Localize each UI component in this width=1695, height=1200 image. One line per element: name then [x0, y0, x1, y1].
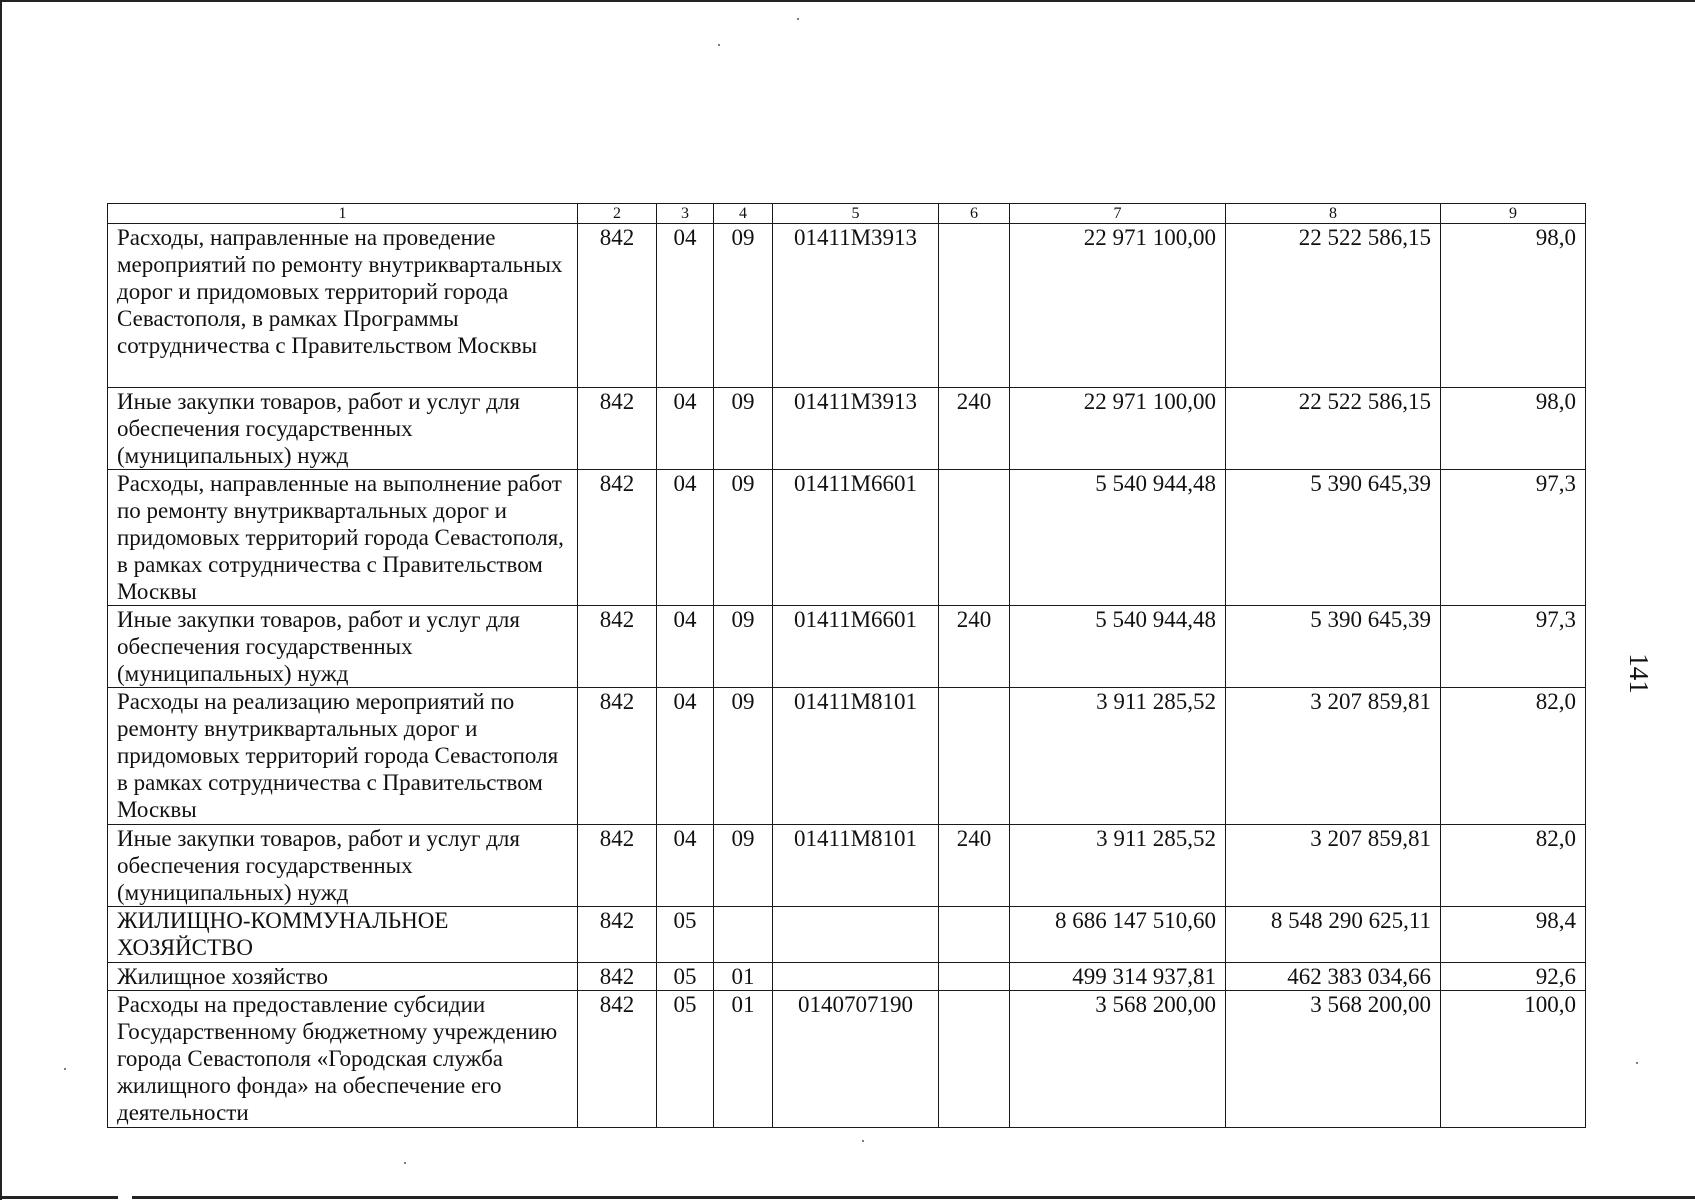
scan-speck [797, 18, 799, 20]
ministry-code: 842 [578, 991, 657, 1128]
subsection-code: 09 [714, 606, 773, 688]
target-article-code: 01411М6601 [773, 470, 939, 606]
target-article-code: 01411М3913 [773, 224, 939, 388]
scan-bottom-edge [132, 1196, 1695, 1199]
expense-name: Жилищное хозяйство [108, 963, 578, 991]
planned-amount: 22 971 100,00 [1010, 224, 1226, 388]
column-header: 5 [773, 204, 939, 224]
planned-amount: 22 971 100,00 [1010, 388, 1226, 470]
page-number: 141 [1623, 653, 1654, 694]
target-article-code [773, 907, 939, 963]
target-article-code: 01411М3913 [773, 388, 939, 470]
execution-percent: 98,4 [1441, 907, 1586, 963]
execution-percent: 98,0 [1441, 224, 1586, 388]
subsection-code: 09 [714, 688, 773, 825]
column-header: 7 [1010, 204, 1226, 224]
expense-type-code: 240 [939, 825, 1010, 907]
column-header: 2 [578, 204, 657, 224]
planned-amount: 8 686 147 510,60 [1010, 907, 1226, 963]
executed-amount: 462 383 034,66 [1226, 963, 1441, 991]
executed-amount: 3 207 859,81 [1226, 825, 1441, 907]
execution-percent: 100,0 [1441, 991, 1586, 1128]
section-code: 04 [657, 470, 714, 606]
planned-amount: 5 540 944,48 [1010, 606, 1226, 688]
scan-speck [718, 44, 720, 46]
execution-percent: 98,0 [1441, 388, 1586, 470]
subsection-code: 01 [714, 963, 773, 991]
subsection-code: 09 [714, 224, 773, 388]
ministry-code: 842 [578, 963, 657, 991]
column-header: 1 [108, 204, 578, 224]
planned-amount: 5 540 944,48 [1010, 470, 1226, 606]
section-code: 04 [657, 388, 714, 470]
table-row [108, 688, 1586, 825]
planned-amount: 3 568 200,00 [1010, 991, 1226, 1128]
section-code: 04 [657, 825, 714, 907]
executed-amount: 3 207 859,81 [1226, 688, 1441, 825]
ministry-code: 842 [578, 688, 657, 825]
table-row [108, 963, 1586, 991]
executed-amount: 22 522 586,15 [1226, 224, 1441, 388]
expense-type-code [939, 963, 1010, 991]
section-code: 04 [657, 224, 714, 388]
column-header: 6 [939, 204, 1010, 224]
expense-type-code [939, 907, 1010, 963]
expense-type-code [939, 470, 1010, 606]
scan-speck [1636, 1062, 1638, 1064]
section-code: 04 [657, 688, 714, 825]
executed-amount: 8 548 290 625,11 [1226, 907, 1441, 963]
expense-type-code [939, 688, 1010, 825]
scan-speck [64, 1068, 66, 1070]
expense-name: Иные закупки товаров, работ и услуг для обеспечения государственных (муниципальных) нужд [108, 606, 578, 688]
expense-type-code: 240 [939, 606, 1010, 688]
column-header: 9 [1441, 204, 1586, 224]
expense-name: Расходы, направленные на проведение мероприятий по ремонту внутриквартальных дорог и придомовых территорий города Севастополя, в рамках Программы сотрудничества с Правительством Москвы [108, 224, 578, 388]
table-row [108, 825, 1586, 907]
expense-type-code [939, 224, 1010, 388]
scan-bottom-edge [0, 1196, 118, 1199]
table-row [108, 224, 1586, 388]
execution-percent: 82,0 [1441, 688, 1586, 825]
ministry-code: 842 [578, 907, 657, 963]
executed-amount: 5 390 645,39 [1226, 470, 1441, 606]
execution-percent: 97,3 [1441, 470, 1586, 606]
subsection-code: 01 [714, 991, 773, 1128]
execution-percent: 97,3 [1441, 606, 1586, 688]
planned-amount: 3 911 285,52 [1010, 688, 1226, 825]
subsection-code [714, 907, 773, 963]
ministry-code: 842 [578, 825, 657, 907]
executed-amount: 3 568 200,00 [1226, 991, 1441, 1128]
section-code: 05 [657, 991, 714, 1128]
subsection-code: 09 [714, 388, 773, 470]
scan-speck [862, 1140, 864, 1142]
table-row [108, 991, 1586, 1128]
expense-type-code [939, 991, 1010, 1128]
table-row [108, 606, 1586, 688]
execution-percent: 82,0 [1441, 825, 1586, 907]
column-header: 3 [657, 204, 714, 224]
subsection-code: 09 [714, 470, 773, 606]
expense-name: Расходы на реализацию мероприятий по ремонту внутриквартальных дорог и придомовых территорий города Севастополя в рамках сотрудничества с Правительством Москвы [108, 688, 578, 825]
scan-speck [404, 1162, 406, 1164]
expense-name: Иные закупки товаров, работ и услуг для обеспечения государственных (муниципальных) нужд [108, 825, 578, 907]
ministry-code: 842 [578, 606, 657, 688]
column-header: 8 [1226, 204, 1441, 224]
expense-name: Расходы, направленные на выполнение работ по ремонту внутриквартальных дорог и придомовых территорий города Севастополя, в рамках сотрудничества с Правительством Москвы [108, 470, 578, 606]
table-row [108, 388, 1586, 470]
expense-type-code: 240 [939, 388, 1010, 470]
executed-amount: 5 390 645,39 [1226, 606, 1441, 688]
column-number-row [108, 204, 1586, 224]
planned-amount: 499 314 937,81 [1010, 963, 1226, 991]
target-article-code: 0140707190 [773, 991, 939, 1128]
budget-expenditure-table [107, 203, 1586, 1128]
target-article-code: 01411М8101 [773, 825, 939, 907]
expense-name: Иные закупки товаров, работ и услуг для обеспечения государственных (муниципальных) нужд [108, 388, 578, 470]
target-article-code [773, 963, 939, 991]
column-header: 4 [714, 204, 773, 224]
planned-amount: 3 911 285,52 [1010, 825, 1226, 907]
target-article-code: 01411М8101 [773, 688, 939, 825]
subsection-code: 09 [714, 825, 773, 907]
executed-amount: 22 522 586,15 [1226, 388, 1441, 470]
section-code: 04 [657, 606, 714, 688]
execution-percent: 92,6 [1441, 963, 1586, 991]
section-code: 05 [657, 907, 714, 963]
section-code: 05 [657, 963, 714, 991]
target-article-code: 01411М6601 [773, 606, 939, 688]
table-row [108, 470, 1586, 606]
table-row [108, 907, 1586, 963]
ministry-code: 842 [578, 388, 657, 470]
ministry-code: 842 [578, 224, 657, 388]
expense-name: ЖИЛИЩНО-КОММУНАЛЬНОЕ ХОЗЯЙСТВО [108, 907, 578, 963]
expense-name: Расходы на предоставление субсидии Государственному бюджетному учреждению города Севастополя «Городская служба жилищного фонда» на обеспечение его деятельности [108, 991, 578, 1128]
ministry-code: 842 [578, 470, 657, 606]
